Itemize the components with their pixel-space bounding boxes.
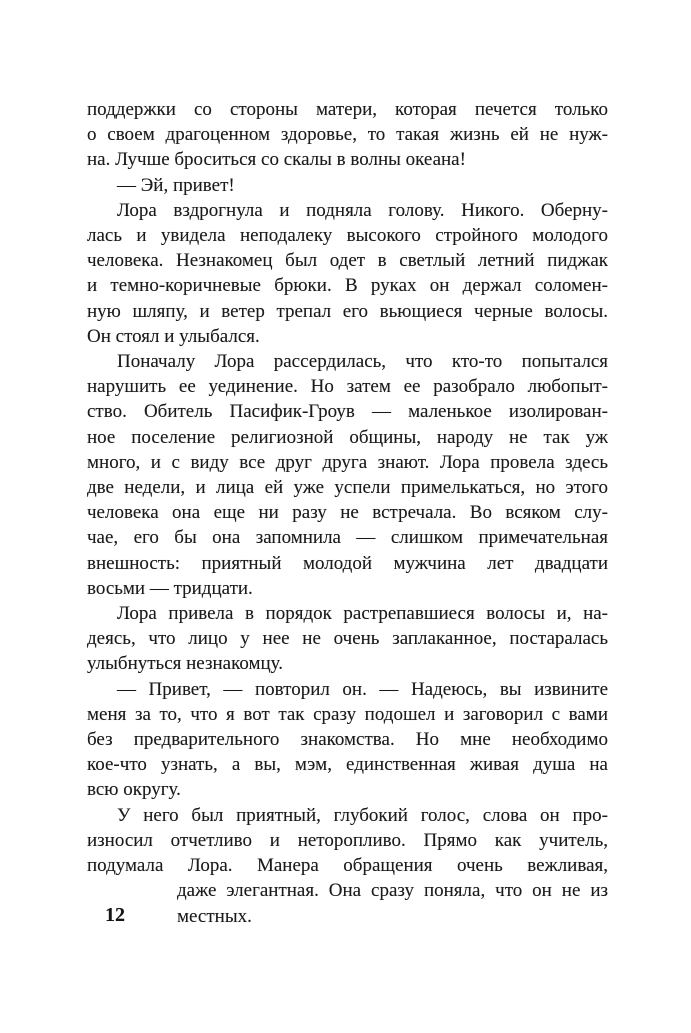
text-line: местных. — [177, 905, 252, 927]
text-line: и темно-коричневые брюки. В руках он держал соломен- — [87, 275, 608, 297]
text-line: улыбнуться незнакомцу. — [87, 653, 284, 675]
page-number: 12 — [105, 904, 125, 926]
text-line: даже элегантная. Она сразу поняла, что он не из — [177, 880, 608, 902]
text-line: поддержки со стороны матери, которая печется только — [87, 99, 608, 120]
text-line: Поначалу Лора рассердилась, что кто-то попытался — [117, 351, 608, 373]
text-line: нарушить ее уединение. Но затем ее разобрало любопыт- — [87, 376, 608, 398]
text-line: много, и с виду все друг друга знают. Лора провела здесь — [87, 451, 608, 473]
text-line: Лора привела в порядок растрепавшиеся волосы и, на- — [117, 603, 608, 625]
text-line: внешность: приятный молодой мужчина лет двадцати — [87, 552, 608, 574]
text-line: ную шляпу, и ветер трепал его вьющиеся черные волосы. — [87, 300, 608, 322]
text-line: — Привет, — повторил он. — Надеюсь, вы извините — [117, 678, 608, 700]
text-line: чае, его бы она запомнила — слишком примечательная — [87, 527, 608, 549]
text-line: — Эй, привет! — [117, 174, 235, 196]
text-line: о своем драгоценном здоровье, то такая жизнь ей не нуж- — [87, 124, 608, 146]
text-line: человека она еще ни разу не встречала. Во всяком слу- — [87, 502, 608, 524]
text-line: всю округу. — [87, 779, 181, 801]
text-line: восьми — тридцати. — [87, 577, 253, 599]
text-line: на. Лучше броситься со скалы в волны океана! — [87, 149, 466, 171]
text-line: Лора вздрогнула и подняла голову. Никого. Оберну- — [117, 199, 608, 221]
text-line: деясь, что лицо у нее не очень заплаканное, постаралась — [87, 628, 608, 650]
text-line: подумала Лора. Манера обращения очень вежливая, — [87, 855, 608, 877]
text-line: ное поселение религиозной общины, народу не так уж — [87, 426, 608, 448]
text-line: меня за то, что я вот так сразу подошел и заговорил с вами — [87, 703, 608, 725]
text-block — [87, 97, 608, 929]
text-line: лась и увидела неподалеку высокого стройного молодого — [87, 225, 608, 247]
text-line: кое-что узнать, а вы, мэм, единственная живая душа на — [87, 754, 608, 776]
text-line: У него был приятный, глубокий голос, слова он про- — [117, 804, 608, 826]
text-line: две недели, и лица ей уже успели примелькаться, но этого — [87, 477, 608, 499]
text-line: износил отчетливо и неторопливо. Прямо как учитель, — [87, 829, 608, 851]
text-line: Он стоял и улыбался. — [87, 325, 260, 347]
text-line: без предварительного знакомства. Но мне необходимо — [87, 729, 608, 751]
text-line: человека. Незнакомец был одет в светлый летний пиджак — [87, 250, 608, 272]
text-line: ство. Обитель Пасифик-Гроув — маленькое изолирован- — [87, 401, 608, 423]
